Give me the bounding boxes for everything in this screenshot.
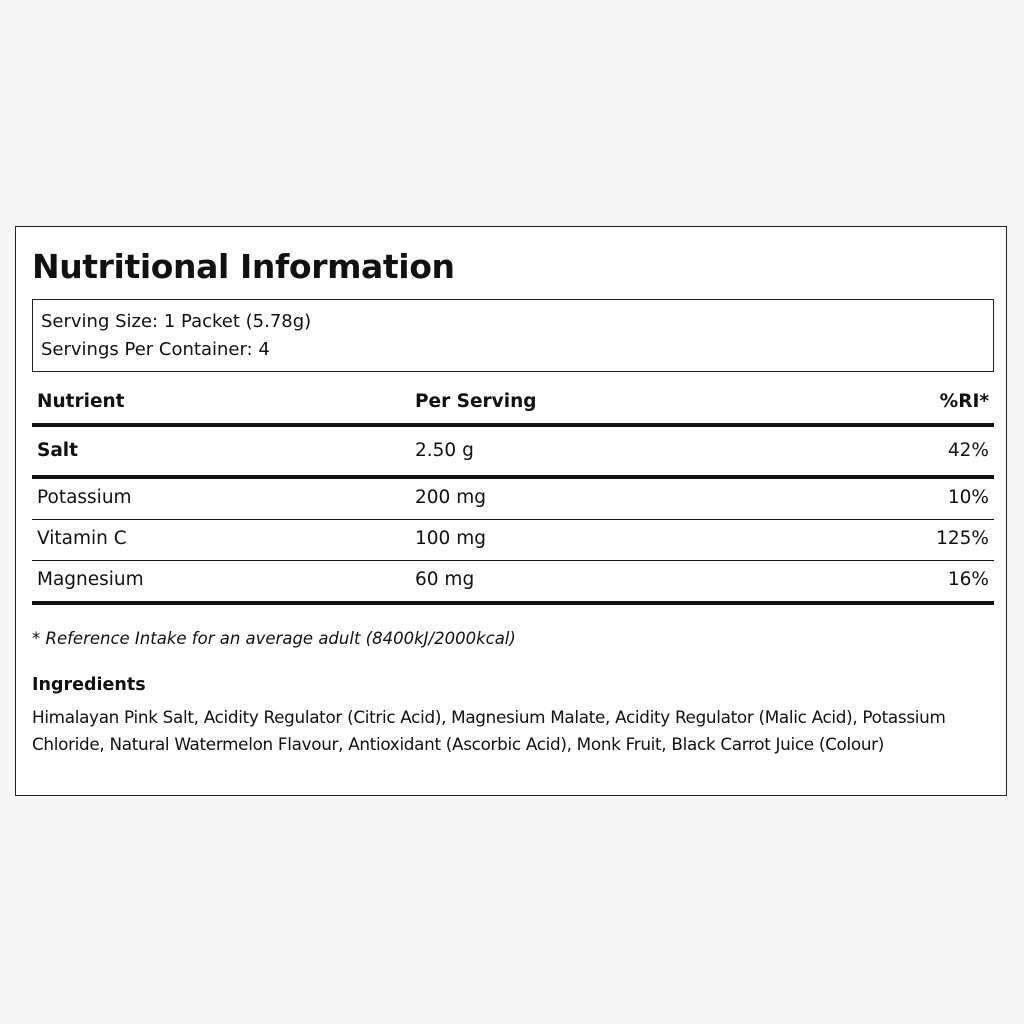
ri-value: 125%	[936, 528, 989, 549]
table-row	[32, 479, 994, 520]
ri-value: 10%	[947, 487, 989, 508]
nutrition-table	[32, 382, 994, 605]
nutrient-name: Salt	[37, 440, 78, 461]
column-header-ri: %RI*	[939, 391, 989, 412]
serving-size: Serving Size: 1 Packet (5.78g)	[41, 311, 312, 332]
reference-intake-footnote: * Reference Intake for an average adult (8400kJ/2000kcal)	[32, 629, 516, 648]
page-title: Nutritional Information	[32, 247, 455, 286]
table-row	[32, 561, 994, 605]
per-serving-value: 60 mg	[415, 569, 475, 590]
ingredients-heading: Ingredients	[32, 675, 146, 695]
table-row	[32, 520, 994, 561]
column-header-nutrient: Nutrient	[37, 391, 125, 412]
nutrient-name: Vitamin C	[37, 528, 127, 549]
ingredients-text: Himalayan Pink Salt, Acidity Regulator (Citric Acid), Magnesium Malate, Acidity Regulator (Malic Acid), Potassium Chloride, Natural Watermelon Flavour, Antioxidant (Ascorbic Acid), Monk Fruit, Black Carrot Juice (Colour)	[32, 707, 946, 754]
serving-info-box	[32, 299, 994, 372]
per-serving-value: 2.50 g	[415, 440, 474, 461]
nutrient-name: Potassium	[37, 487, 132, 508]
nutrient-name: Magnesium	[37, 569, 144, 590]
ri-value: 16%	[947, 569, 989, 590]
ri-value: 42%	[947, 440, 989, 461]
per-serving-value: 200 mg	[415, 487, 486, 508]
table-header	[32, 382, 994, 427]
table-row	[32, 427, 994, 479]
nutrition-panel	[15, 226, 1007, 796]
per-serving-value: 100 mg	[415, 528, 486, 549]
column-header-per-serving: Per Serving	[415, 391, 537, 412]
servings-per-container: Servings Per Container: 4	[41, 339, 270, 360]
